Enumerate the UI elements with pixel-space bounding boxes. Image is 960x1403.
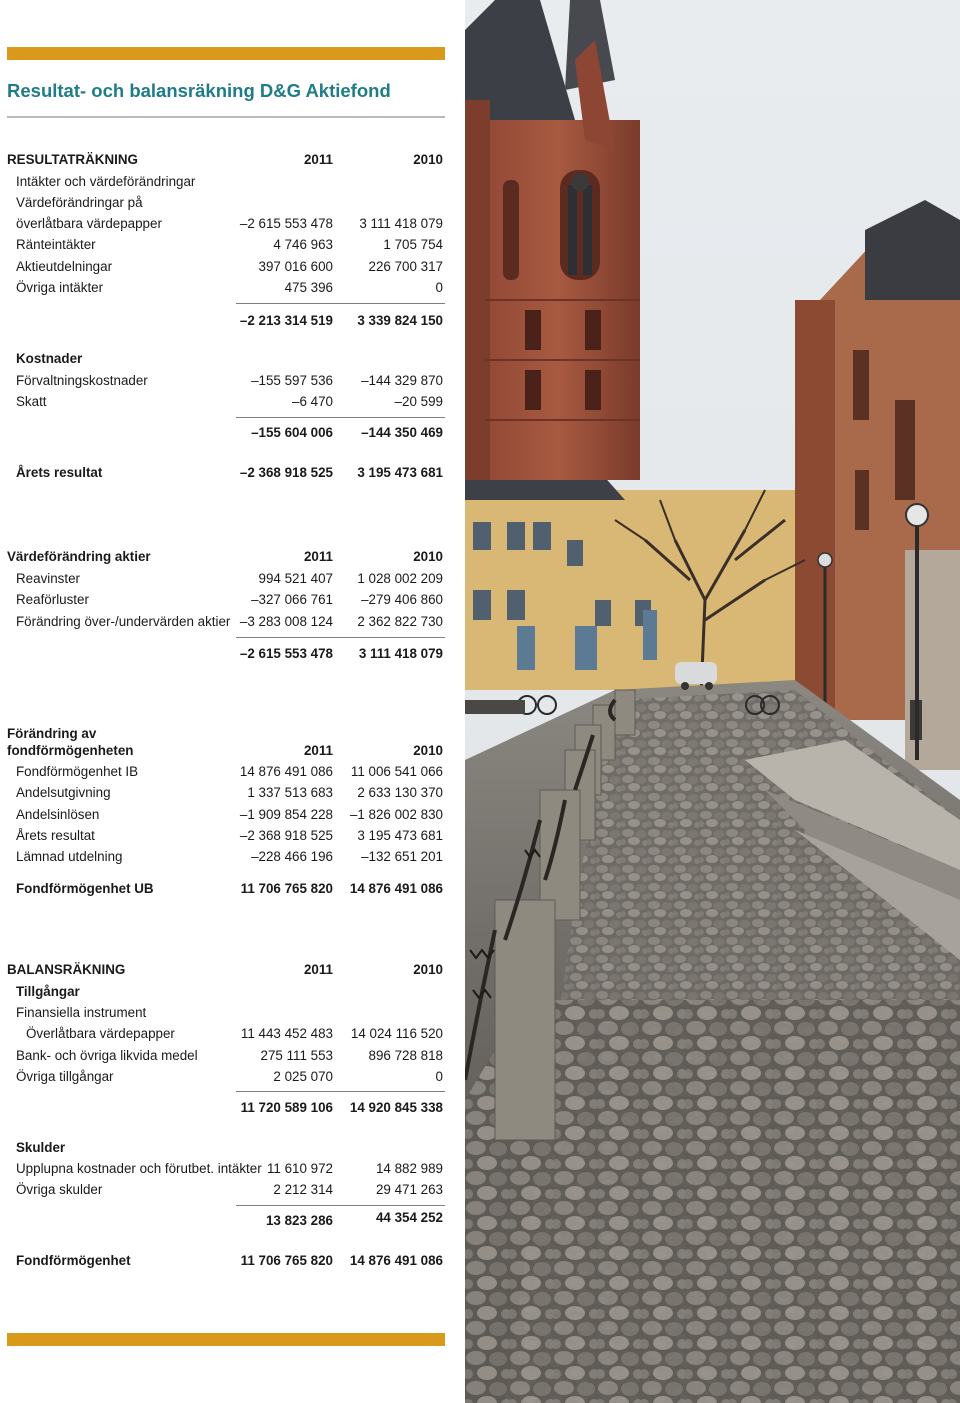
value-2010: 2 362 822 730 [357, 614, 443, 629]
row-label: Upplupna kostnader och förutbet. intäkter [16, 1161, 262, 1176]
sum-divider [236, 303, 445, 304]
table-row [0, 783, 465, 803]
value-2010: 14 876 491 086 [349, 1253, 443, 1268]
fund-capital-row [0, 1251, 465, 1271]
value-2010: –279 406 860 [361, 592, 443, 607]
value-2010: –1 826 002 830 [349, 807, 443, 822]
income-heading: Intäkter och värdeförändringar [16, 174, 196, 189]
row-label: Förvaltningskostnader [16, 373, 148, 388]
year-2010-heading: 2010 [413, 152, 443, 167]
liabilities-heading: Skulder [16, 1140, 66, 1155]
value-2010: 14 876 491 086 [349, 881, 443, 896]
financial-statements-column [0, 0, 465, 1403]
value-2011: 11 610 972 [266, 1161, 333, 1176]
value-2011: 475 396 [284, 280, 333, 295]
label-row [0, 193, 465, 213]
row-label: Förändring över-/undervärden aktier [16, 614, 231, 629]
value-2011: 397 016 600 [258, 259, 333, 274]
row-label: Årets resultat [16, 828, 95, 843]
table-row [0, 826, 465, 846]
section-heading: fondförmögenheten [7, 743, 134, 758]
year-2011-heading: 2011 [303, 962, 333, 977]
value-2010: 3 111 418 079 [359, 216, 443, 231]
row-label: Övriga intäkter [16, 280, 104, 295]
page-title: Resultat- och balansräkning D&G Aktiefond [7, 80, 391, 101]
costs-heading: Kostnader [16, 351, 83, 366]
section-heading: Värdeförändring aktier [7, 549, 151, 564]
table-row [0, 235, 465, 255]
value-2011: 11 443 452 483 [240, 1026, 333, 1041]
value-2010: 1 705 754 [383, 237, 443, 252]
table-row [0, 847, 465, 867]
section-heading: BALANSRÄKNING [7, 962, 126, 977]
row-label: Andelsutgivning [16, 785, 111, 800]
value-2010: 2 633 130 370 [357, 785, 443, 800]
value-2010: 0 [435, 1069, 443, 1084]
value-2011: 275 111 553 [260, 1048, 333, 1063]
sum-2010: 3 111 418 079 [358, 646, 443, 661]
table-row [0, 371, 465, 391]
sum-2011: –155 604 006 [251, 425, 333, 440]
sum-divider [236, 1091, 445, 1092]
value-2010: –132 651 201 [361, 849, 443, 864]
value-2011: 14 876 491 086 [239, 764, 333, 779]
value-2011: 11 706 765 820 [240, 1253, 333, 1268]
value-2010: 11 006 541 066 [350, 764, 443, 779]
value-2010: 3 195 473 681 [357, 465, 443, 480]
row-label: Överlåtbara värdepapper [26, 1026, 175, 1041]
value-2011: 4 746 963 [273, 237, 333, 252]
table-row [0, 278, 465, 298]
table-row [0, 1046, 465, 1066]
subheading-row [0, 982, 465, 1002]
year-2010-heading: 2010 [413, 549, 443, 564]
value-2010: 0 [435, 280, 443, 295]
sum-row [0, 311, 465, 331]
row-label: Reavinster [16, 571, 81, 586]
value-2010: 29 471 263 [375, 1182, 443, 1197]
table-row [0, 214, 465, 234]
table-row [0, 762, 465, 782]
sum-2010: –144 350 469 [361, 425, 443, 440]
subheading-row [0, 172, 465, 192]
table-row [0, 569, 465, 589]
table-row [0, 1024, 465, 1044]
value-2011: –228 466 196 [251, 849, 333, 864]
row-label: Fondförmögenhet [16, 1253, 131, 1268]
row-label: Fondförmögenhet UB [16, 881, 154, 896]
sum-divider [236, 417, 445, 418]
table-row [0, 612, 465, 632]
value-2011: 2 025 070 [273, 1069, 333, 1084]
sum-row [0, 1098, 465, 1118]
row-label: Bank- och övriga likvida medel [16, 1048, 198, 1063]
sum-2011: 11 720 589 106 [240, 1100, 333, 1115]
value-2011: –6 470 [292, 394, 333, 409]
cathedral-street-photo [465, 0, 960, 1403]
label-row [0, 1003, 465, 1023]
value-2010: –144 329 870 [361, 373, 443, 388]
value-2010: 14 024 116 520 [350, 1026, 443, 1041]
row-label: Fondförmögenhet IB [16, 764, 139, 779]
row-label: Finansiella instrument [16, 1005, 147, 1020]
year-2011-heading: 2011 [303, 152, 333, 167]
year-2011-heading: 2011 [303, 549, 333, 564]
table-row [0, 392, 465, 412]
fund-ub-row [0, 879, 465, 899]
assets-heading: Tillgångar [16, 984, 80, 999]
row-label: Ränteintäkter [16, 237, 96, 252]
subheading-row [0, 1138, 465, 1158]
value-2010: –20 599 [394, 394, 443, 409]
sum-divider [236, 1205, 445, 1206]
sum-2011: –2 615 553 478 [239, 646, 333, 661]
value-2011: –2 368 918 525 [239, 828, 333, 843]
subheading-row [0, 349, 465, 369]
row-label: Övriga tillgångar [16, 1069, 114, 1084]
value-2010: 1 028 002 209 [357, 571, 443, 586]
sum-divider [236, 637, 445, 638]
sum-2010: 14 920 845 338 [349, 1100, 443, 1115]
result-row [0, 463, 465, 483]
sum-row [0, 423, 465, 443]
year-2010-heading: 2010 [413, 743, 443, 758]
table-row [0, 805, 465, 825]
value-2011: –1 909 854 228 [239, 807, 333, 822]
balance-sheet-header [0, 960, 465, 980]
value-2011: –2 615 553 478 [239, 216, 333, 231]
value-2010: 14 882 989 [375, 1161, 443, 1176]
sum-2010: 3 339 824 150 [357, 313, 443, 328]
row-label: Lämnad utdelning [16, 849, 123, 864]
value-2011: –327 066 761 [251, 592, 333, 607]
fund-change-header [0, 741, 465, 761]
section-heading: Förändring av [7, 726, 97, 741]
table-row [0, 590, 465, 610]
top-accent-bar [7, 47, 445, 60]
title-divider [7, 116, 445, 118]
sum-2010: 44 354 252 [375, 1210, 443, 1225]
value-change-header [0, 547, 465, 567]
year-2011-heading: 2011 [303, 743, 333, 758]
year-2010-heading: 2010 [413, 962, 443, 977]
value-2011: –3 283 008 124 [239, 614, 333, 629]
row-label: Reaförluster [16, 592, 89, 607]
row-label: överlåtbara värdepapper [16, 216, 162, 231]
row-label: Övriga skulder [16, 1182, 103, 1197]
table-row [0, 1159, 465, 1179]
row-label: Skatt [16, 394, 47, 409]
value-2011: 11 706 765 820 [240, 881, 333, 896]
value-2010: 226 700 317 [368, 259, 443, 274]
bottom-accent-bar [7, 1333, 445, 1346]
value-2011: 2 212 314 [273, 1182, 333, 1197]
row-label: Andelsinlösen [16, 807, 100, 822]
value-2011: –155 597 536 [251, 373, 333, 388]
row-label: Värdeförändringar på [16, 195, 143, 210]
table-row [0, 1067, 465, 1087]
value-2011: 994 521 407 [258, 571, 333, 586]
table-row [0, 257, 465, 277]
section-heading: RESULTATRÄKNING [7, 152, 138, 167]
value-2010: 3 195 473 681 [357, 828, 443, 843]
value-2011: –2 368 918 525 [239, 465, 333, 480]
sum-2011: 13 823 286 [265, 1213, 333, 1228]
sum-row [0, 644, 465, 664]
value-2010: 896 728 818 [368, 1048, 443, 1063]
income-statement-header [0, 150, 465, 170]
sum-2011: –2 213 314 519 [239, 313, 333, 328]
table-row [0, 1180, 465, 1200]
row-label: Årets resultat [16, 465, 103, 480]
value-2011: 1 337 513 683 [247, 785, 333, 800]
sum-row [0, 1211, 465, 1231]
row-label: Aktieutdelningar [16, 259, 113, 274]
